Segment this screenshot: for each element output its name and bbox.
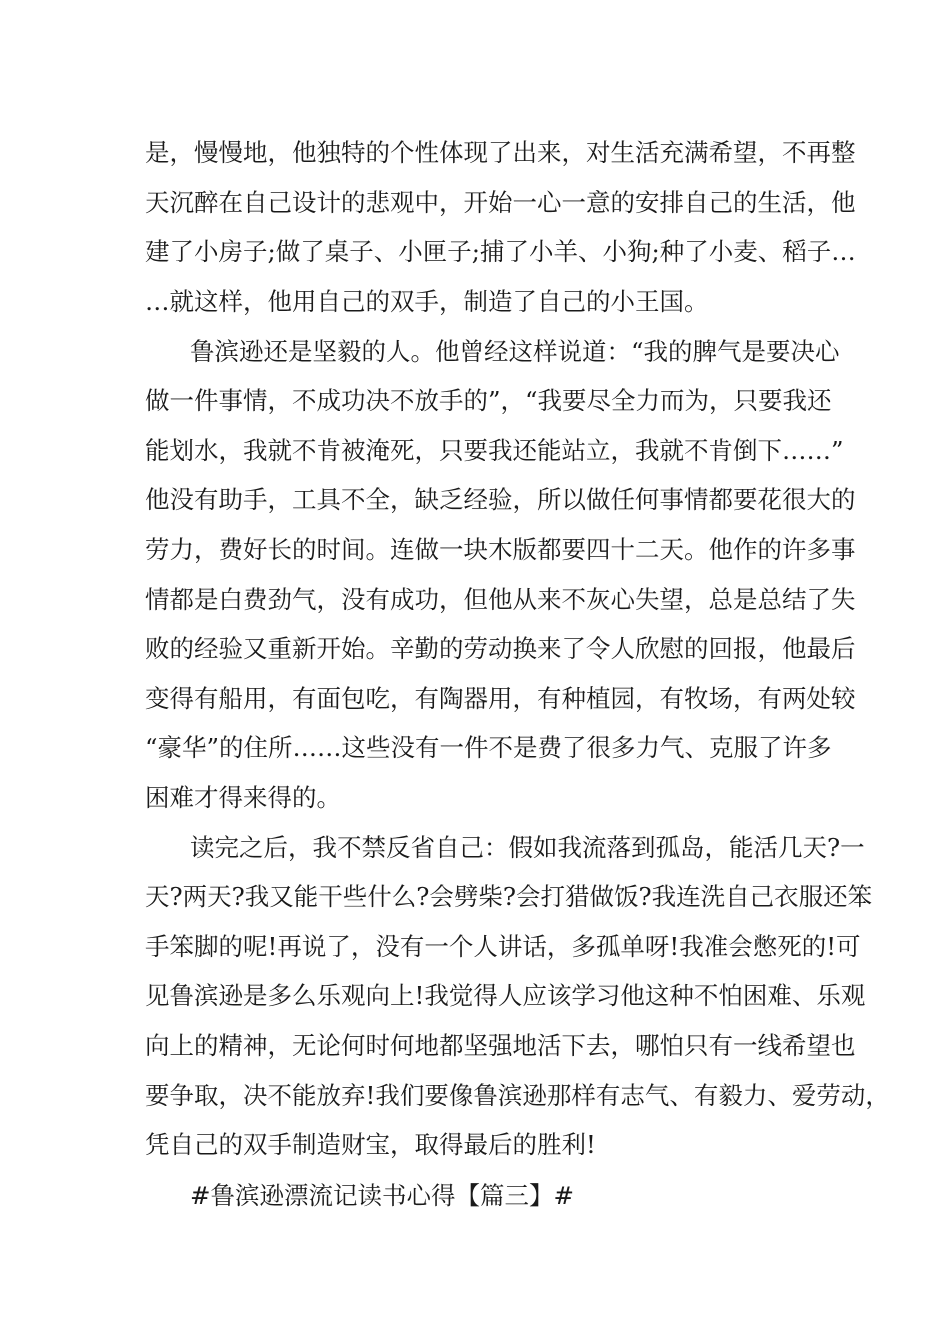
text-line: 凭自己的双手制造财宝，取得最后的胜利! [145,1130,596,1159]
text-line: 做一件事情，不成功决不放手的”，“我要尽全力而为，只要我还 [145,386,832,415]
text-line: 变得有船用，有面包吃，有陶器用，有种植园，有牧场，有两处较 [145,684,856,713]
text-line: 手笨脚的呢!再说了，没有一个人讲话，多孤单呀!我准会憋死的!可 [145,932,861,961]
text-line: …就这样，他用自己的双手，制造了自己的小王国。 [145,287,709,316]
text-line: 情都是白费劲气，没有成功，但他从来不灰心失望，总是总结了失 [145,585,856,614]
text-line: 天沉醉在自己设计的悲观中，开始一心一意的安排自己的生活，他 [145,188,856,217]
text-line: “豪华”的住所……这些没有一件不是费了很多力气、克服了许多 [145,733,832,762]
text-line: 败的经验又重新开始。辛勤的劳动换来了令人欣慰的回报，他最后 [145,634,856,663]
text-line: 困难才得来得的。 [145,783,341,812]
text-line: 要争取，决不能放弃!我们要像鲁滨逊那样有志气、有毅力、爱劳动， [145,1081,890,1110]
text-line: 鲁滨逊还是坚毅的人。他曾经这样说道：“我的脾气是要决心 [190,337,840,366]
section-heading: #鲁滨逊漂流记读书心得【篇三】# [190,1181,575,1210]
text-line: 能划水，我就不肯被淹死，只要我还能站立，我就不肯倒下……” [145,436,844,465]
text-line: 见鲁滨逊是多么乐观向上!我觉得人应该学习他这种不怕困难、乐观 [145,981,866,1010]
text-line: 向上的精神，无论何时何地都坚强地活下去，哪怕只有一线希望也 [145,1031,856,1060]
text-line: 他没有助手，工具不全，缺乏经验，所以做任何事情都要花很大的 [145,485,856,514]
text-line: 天?两天?我又能干些什么?会劈柴?会打猎做饭?我连洗自己衣服还笨 [145,882,873,911]
text-line: 是，慢慢地，他独特的个性体现了出来，对生活充满希望，不再整 [145,138,856,167]
text-line: 读完之后，我不禁反省自己：假如我流落到孤岛，能活几天?一 [190,833,865,862]
text-line: 建了小房子;做了桌子、小匣子;捕了小羊、小狗;种了小麦、稻子… [145,237,856,266]
text-line: 劳力，费好长的时间。连做一块木版都要四十二天。他作的许多事 [145,535,856,564]
